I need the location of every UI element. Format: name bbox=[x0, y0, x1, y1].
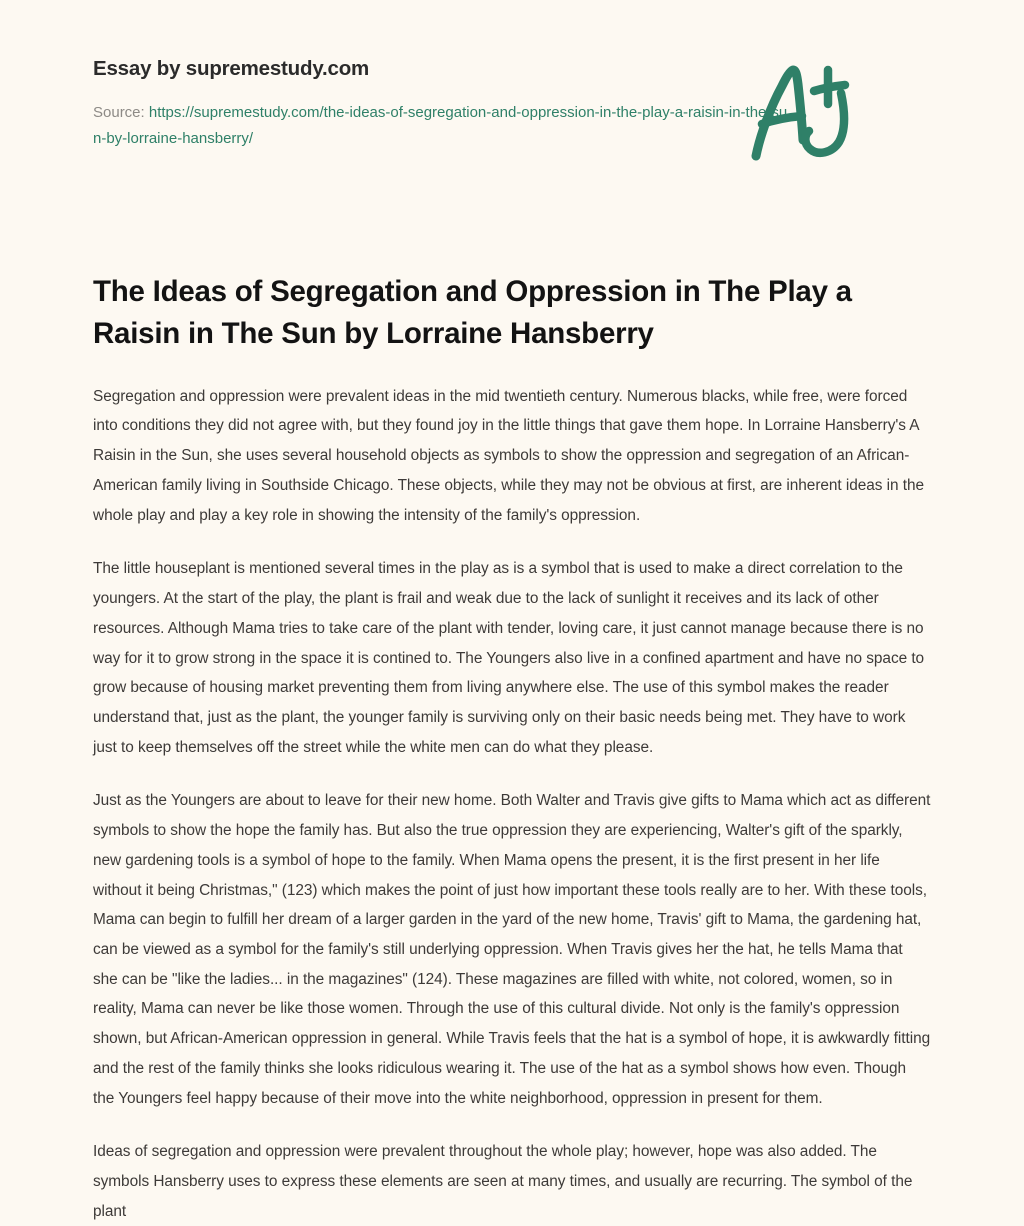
paragraph: Segregation and oppression were prevalent ideas in the mid twentieth century. Numerous blacks, while free, were forced into conditions they did not agree with, but they found joy in the little things that gave them hope. In Lorraine Hansberry's A Raisin in the Sun, she uses several household objects as symbols to show the oppression and segregation of an African-American family living in Southside Chicago. These objects, while they may not be obvious at first, are inherent ideas in the whole play and play a key role in showing the intensity of the family's oppression. bbox=[93, 387, 924, 524]
article-body bbox=[93, 355, 931, 1226]
page-header bbox=[93, 0, 931, 177]
source-url-link[interactable]: https://supremestudy.com/the-ideas-of-segregation-and-oppression-in-the-play-a-raisin-in-the-sun-by-lorraine-hansberry/ bbox=[93, 103, 788, 148]
source-line bbox=[93, 100, 793, 153]
paragraph: The little houseplant is mentioned several times in the play as is a symbol that is used to make a direct correlation to the youngers. At the start of the play, the plant is frail and weak due to the lack of sunlight it receives and its lack of other resources. Although Mama tries to take care of the plant with tender, loving care, it just cannot manage because there is no way for it to grow strong in the space it is contined to. The Youngers also live in a confined apartment and have no space to grow because of housing market preventing them from living anywhere else. The use of this symbol makes the reader understand that, just as the plant, the younger family is surviving only on their basic needs being met. They have to work just to keep themselves off the street while the white men can do what they please. bbox=[93, 560, 925, 756]
paragraph: Ideas of segregation and oppression were prevalent throughout the whole play; however, hope was also added. The symbols Hansberry uses to express these elements are seen at many times, and usually are recurring. The symbol of the plant bbox=[93, 1143, 913, 1220]
brand-title: Essay by supremestudy.com bbox=[93, 57, 370, 80]
a-plus-logo-icon bbox=[740, 52, 860, 170]
page-title: The Ideas of Segregation and Oppression in The Play a Raisin in The Sun by Lorraine Hansberry bbox=[93, 275, 852, 350]
source-label: Source: bbox=[93, 103, 145, 121]
paragraph: Just as the Youngers are about to leave for their new home. Both Walter and Travis give gifts to Mama which act as different symbols to show the hope the family has. But also the true oppression they are experiencing, Walter's gift of the sparkly, new gardening tools is a symbol of hope to the family. When Mama opens the present, it is the first present in her life without it being Christmas," (123) which makes the point of just how important these tools really are to her. With these tools, Mama can begin to fulfill her dream of a larger garden in the yard of the new home, Travis' gift to Mama, the gardening hat, can be viewed as a symbol for the family's still underlying oppression. When Travis gives her the hat, he tells Mama that she can be "like the ladies... in the magazines" (124). These magazines are filled with white, not colored, women, so in reality, Mama can never be like those women. Through the use of this cultural divide. Not only is the family's oppression shown, but African-American oppression in general. While Travis feels that the hat is a symbol of hope, it is awkwardly fitting and the rest of the family thinks she looks ridiculous wearing it. The use of the hat as a symbol shows how even. Though the Youngers feel happy because of their move into the white neighborhood, oppression in present for them. bbox=[93, 792, 931, 1107]
